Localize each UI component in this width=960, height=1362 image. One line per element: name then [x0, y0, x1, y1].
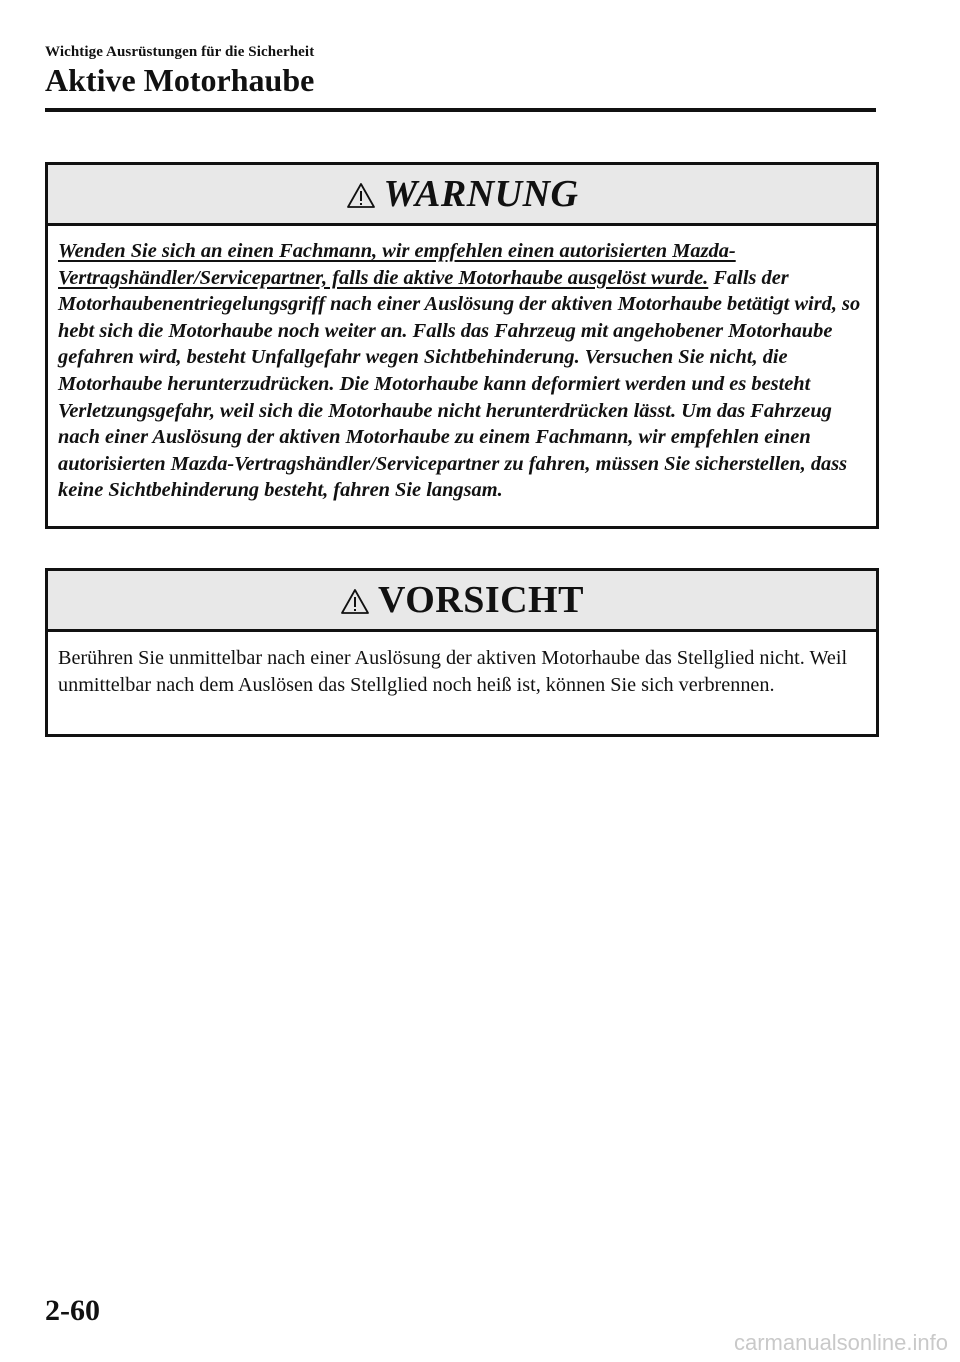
warning-box [45, 162, 879, 529]
page-title: Aktive Motorhaube [45, 62, 315, 98]
warning-header [48, 165, 876, 226]
warning-body [48, 226, 876, 504]
caution-header [48, 571, 876, 632]
warning-heading: WARNUNG [383, 173, 579, 215]
warning-text: Falls der Motorhaubenentriegelungsgriff nach einer Auslösung der aktiven Motorhaube betätigt wird, so hebt sich die Motorhaube noch weiter an. Falls das Fahrzeug mit angehobener Motorhaube gefahren wird, besteht Unfallgefahr wegen Sichtbehinderung. Versuchen Sie nicht, die Motorhaube herunterzudrücken. Die Motorhaube kann deformiert werden und es besteht Verletzungsgefahr, weil sich die Motorhaube nicht herunterdrücken lässt. Um das Fahrzeug nach einer Auslösung der aktiven Motorhaube zu einem Fachmann, wir empfehlen einen autorisierten Mazda-Vertragshändler/Servicepartner zu fahren, müssen Sie sicherstellen, dass keine Sichtbehinderung besteht, fahren Sie langsam. [58, 266, 861, 502]
section-label: Wichtige Ausrüstungen für die Sicherheit [45, 44, 315, 60]
caution-box [45, 568, 879, 737]
warning-underlined-text: Wenden Sie sich an einen Fachmann, wir empfehlen einen autorisierten Mazda-Vertragshändler/Servicepartner, falls die aktive Motorhaube ausgelöst wurde. [58, 240, 736, 289]
caution-body: Berühren Sie unmittelbar nach einer Auslösung der aktiven Motorhaube das Stellglied nicht. Weil unmittelbar nach dem Auslösen das Stellglied noch heiß ist, können Sie sich verbrennen. [58, 647, 848, 696]
title-rule [45, 108, 876, 112]
caution-heading: VORSICHT [378, 579, 584, 621]
warning-triangle-icon [346, 182, 376, 209]
watermark: carmanualsonline.info [733, 1330, 948, 1355]
warning-triangle-icon [340, 588, 370, 615]
page-number: 2-60 [45, 1294, 100, 1327]
